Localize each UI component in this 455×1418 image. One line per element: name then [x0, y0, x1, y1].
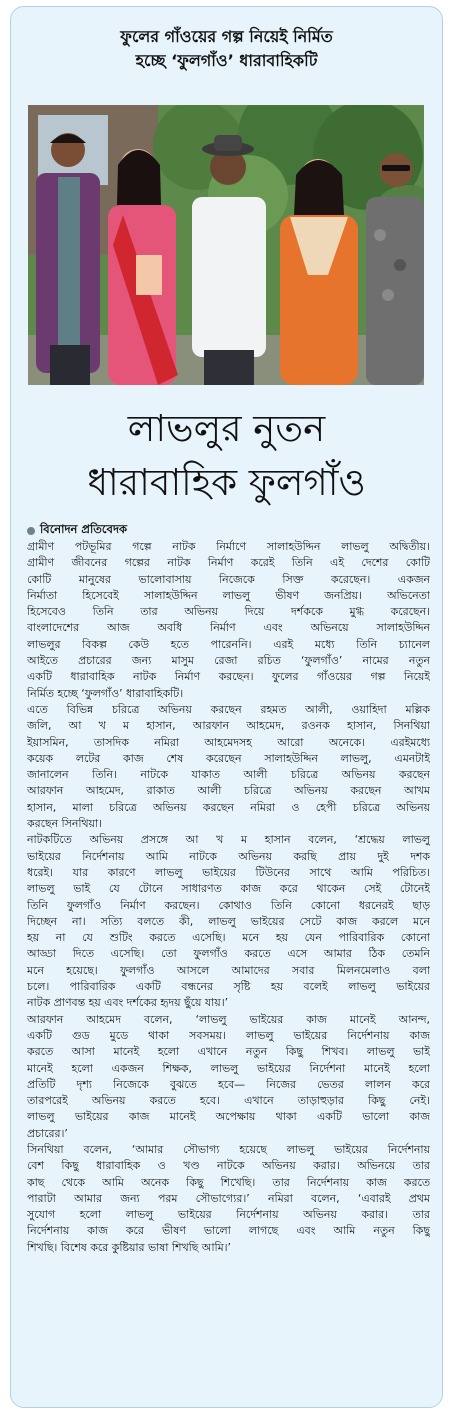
article-line: সিনথিয়া বলেন, ‘আমার সৌভাগ্য হয়েছে লাভলু ভাইয়ের নির্দেশনায় — [27, 1142, 430, 1156]
article-line: তারপরেই অভিনয় করতে হবে। এখানে তাড়াহুড়ার কিছু নেই। — [27, 1094, 430, 1108]
article-line: করছেন সিনথিয়া। — [27, 817, 102, 831]
article-line: আইতে প্রচারের জন্য মাসুম রেজা রচিত ‘ফুলগাঁও’ নামের নতুন — [27, 654, 430, 668]
article-line: নির্মাতা হিসেবেই সালাহউদ্দিন লাভলু ভীষণ জনপ্রিয়। অভিনেতা — [27, 588, 430, 602]
article-line: নির্মিত হচ্ছে ‘ফুলগাঁও’ ধারাবাহিকটি। — [27, 686, 184, 700]
article-line: একটি গুড মুডে থাকা সবসময়। লাভলু ভাইয়ের নির্দেশনায় কাজ — [27, 1028, 430, 1042]
headline — [11, 402, 442, 510]
article-paragraph — [27, 1142, 430, 1256]
article-paragraph — [27, 832, 430, 1011]
article-line: মানেই হলো একজন শিক্ষক, লাভলু ভাইয়ের নির্দেশনা মানেই হলো — [27, 1061, 430, 1075]
article-line: কয়েক লটের কাজ শেষ করেছেন সালাহউদ্দিন লাভলু, এমনটাই — [27, 751, 430, 765]
article-line: আরফান আহমেদ বলেন, ‘লাভলু ভাইয়ের কাজ মানেই আনন্দ, — [27, 1012, 430, 1026]
byline-text: বিনোদন প্রতিবেদক — [40, 522, 128, 536]
article-line: ধরেই। যার কারণে লাভলু ভাইয়ের টিউনের সাথে আমি পরিচিত। — [27, 865, 430, 879]
article-line: কোটি মানুষের ভালোবাসায় নিজেকে সিক্ত করেছেন। একজন — [27, 572, 430, 586]
article-line: হাসান, মালা চরিত্রে অভিনয় করছেন নমিরা ও হেপী চরিত্রে অভিনয় — [27, 800, 430, 814]
article-line: একটি ধারাবাহিক নাটক নির্মাণ করছেন। ফুলের গাঁওয়ের গল্প নিয়েই — [27, 670, 430, 684]
kicker-line-2: হচ্ছে ‘ফুলগাঁও’ ধারাবাহিকটি — [135, 51, 318, 70]
article-line: হিসেবেও তিনি তার অভিনয় দিয়ে দর্শককে মুগ্ধ করেছেন। — [27, 605, 430, 619]
article-line: শিখছি। বিশেষ করে কুষ্টিয়ার ভাষা শিখছি আমি।’ — [27, 1240, 231, 1254]
article-line: কাছ থেকে আমি অনেক কিছু শিখেছি। তার নির্দেশনায় কাজ করতে — [27, 1175, 430, 1189]
article-line: ইয়াসমিন, তাসদিক নমিরা আহমেদসহ আরো অনেকে। এরইমধ্যে — [27, 735, 430, 749]
kicker-heading — [11, 25, 442, 73]
article-line: প্রতিটি দৃশ্য নিজেকে বুঝতে হবে— নিজের ভেতর লালন করে — [27, 1077, 430, 1091]
article-line: জলি, আ খ ম হাসান, আরফান আহমেদ, রওনক হাসান, সিনথিয়া — [27, 719, 430, 733]
kicker-line-1: ফুলের গাঁওয়ের গল্প নিয়েই নির্মিত — [120, 27, 333, 46]
article-line: পারাটা আমার জন্য পরম সৌভাগ্যের।’ নমিরা বলেন, ‘এবারই প্রথম — [27, 1191, 430, 1205]
article-line: তিনি ফুলগাঁও নির্মাণ করছেন। কোথাও তিনি কোনো ধরনেরই ছাড় — [27, 898, 430, 912]
cast-photo-illustration — [28, 105, 424, 385]
article-line: এতে বিভিন্ন চরিত্রে অভিনয় করছেন রহমত আলী, ওয়াহিদা মল্লিক — [27, 702, 430, 716]
article-line: দিচ্ছেন না। সত্যি বলতে কী, লাভলু ভাইয়ের সেটে কাজ করলে মনে — [27, 914, 430, 928]
article-line: লাভলু ভাইয়ের কাজ মানেই অপেক্ষায় থাকা একটি ভালো কাজ — [27, 1110, 430, 1124]
article-line: আড্ডা দিতে এসেছি। তো ফুলগাঁও করতে এসে আমার ঠিক তেমনি — [27, 947, 430, 961]
article-line: গ্রামীণ জীবনের গল্পের নাটক নির্মাণ করেই তিনি এই দেশের কোটি — [27, 556, 430, 570]
article-paragraph — [27, 1012, 430, 1142]
bullet-icon — [27, 527, 35, 535]
article-paragraph — [27, 702, 430, 832]
article-line: করতে আসা মানেই হলো এখানে নতুন কিছু শিখব। লাভলু ভাই — [27, 1045, 430, 1059]
article-line: চলে। পারিবারিক একটি বন্ধনের সৃষ্টি হয় বলেই লাভলু ভাইয়ের — [27, 980, 430, 994]
article-line: নাটকটিতে অভিনয় প্রসঙ্গে আ খ ম হাসান বলেন, ‘শ্রদ্ধেয় লাভলু — [27, 833, 430, 847]
article-line: গ্রামীণ পটভূমির গল্পে নাটক নির্মাণে সালাহউদ্দিন লাভলু অদ্বিতীয়। — [27, 540, 430, 553]
headline-line-1: লাভলুর নুতন — [127, 407, 326, 450]
article-body — [27, 539, 430, 1256]
article-line: মনে হয়েছে। ফুলগাঁও আসলে আমাদের সবার মিলনমেলাও বলা — [27, 963, 430, 977]
article-line: প্রচারের।’ — [27, 1126, 68, 1140]
article-line: আরফান আহমেদ, রাকাত আলী চরিত্রে অভিনয় করছেন আখম — [27, 784, 430, 798]
article-line: সুযোগ হলো লাভলু ভাইয়ের নির্দেশনায় অভিনয় করার। তার — [27, 1208, 430, 1222]
byline — [27, 521, 127, 540]
article-line: হয় না যে শুটিং করতে এসেছি। মনে হয় যেন পারিবারিক কোনো — [27, 931, 430, 945]
article-line: বাংলাদেশের আজ অবধি নির্মাণ এবং অভিনয়ে সালাহউদ্দিন — [27, 621, 430, 635]
article-paragraph — [27, 539, 430, 702]
news-clipping — [10, 6, 443, 1408]
article-line: বেশ কিছু ধারাবাহিক ও খণ্ড নাটকে অভিনয় করার। অভিনয়ে তার — [27, 1159, 430, 1173]
article-line: লাভলু ভাই যে টোনে সাধারণত কাজ করে থাকেন সেই টোনেই — [27, 882, 430, 896]
article-line: নাটক প্রাণবন্ত হয় এবং দর্শকের হৃদয় ছুঁয়ে যায়।’ — [27, 996, 229, 1010]
cast-photo — [28, 105, 424, 385]
article-line: ভাইয়ের নির্দেশনায় আমি নাটকে অভিনয় করছি প্রায় দুই দশক — [27, 849, 430, 863]
article-line: লাভলুর বিকল্প কেউ হতে পারেননি। এরই মধ্যে তিনি চ্যানেল — [27, 637, 430, 651]
headline-line-2: ধারাবাহিক ফুলগাঁও — [87, 461, 366, 504]
article-line: জানালেন তিনি। নাটকে যাকাত আলী চরিত্রে অভিনয় করছেন — [27, 768, 430, 782]
article-line: নির্দেশনায় কাজ করে ভীষণ ভালো লাগছে এবং আমি নতুন কিছু — [27, 1224, 430, 1238]
